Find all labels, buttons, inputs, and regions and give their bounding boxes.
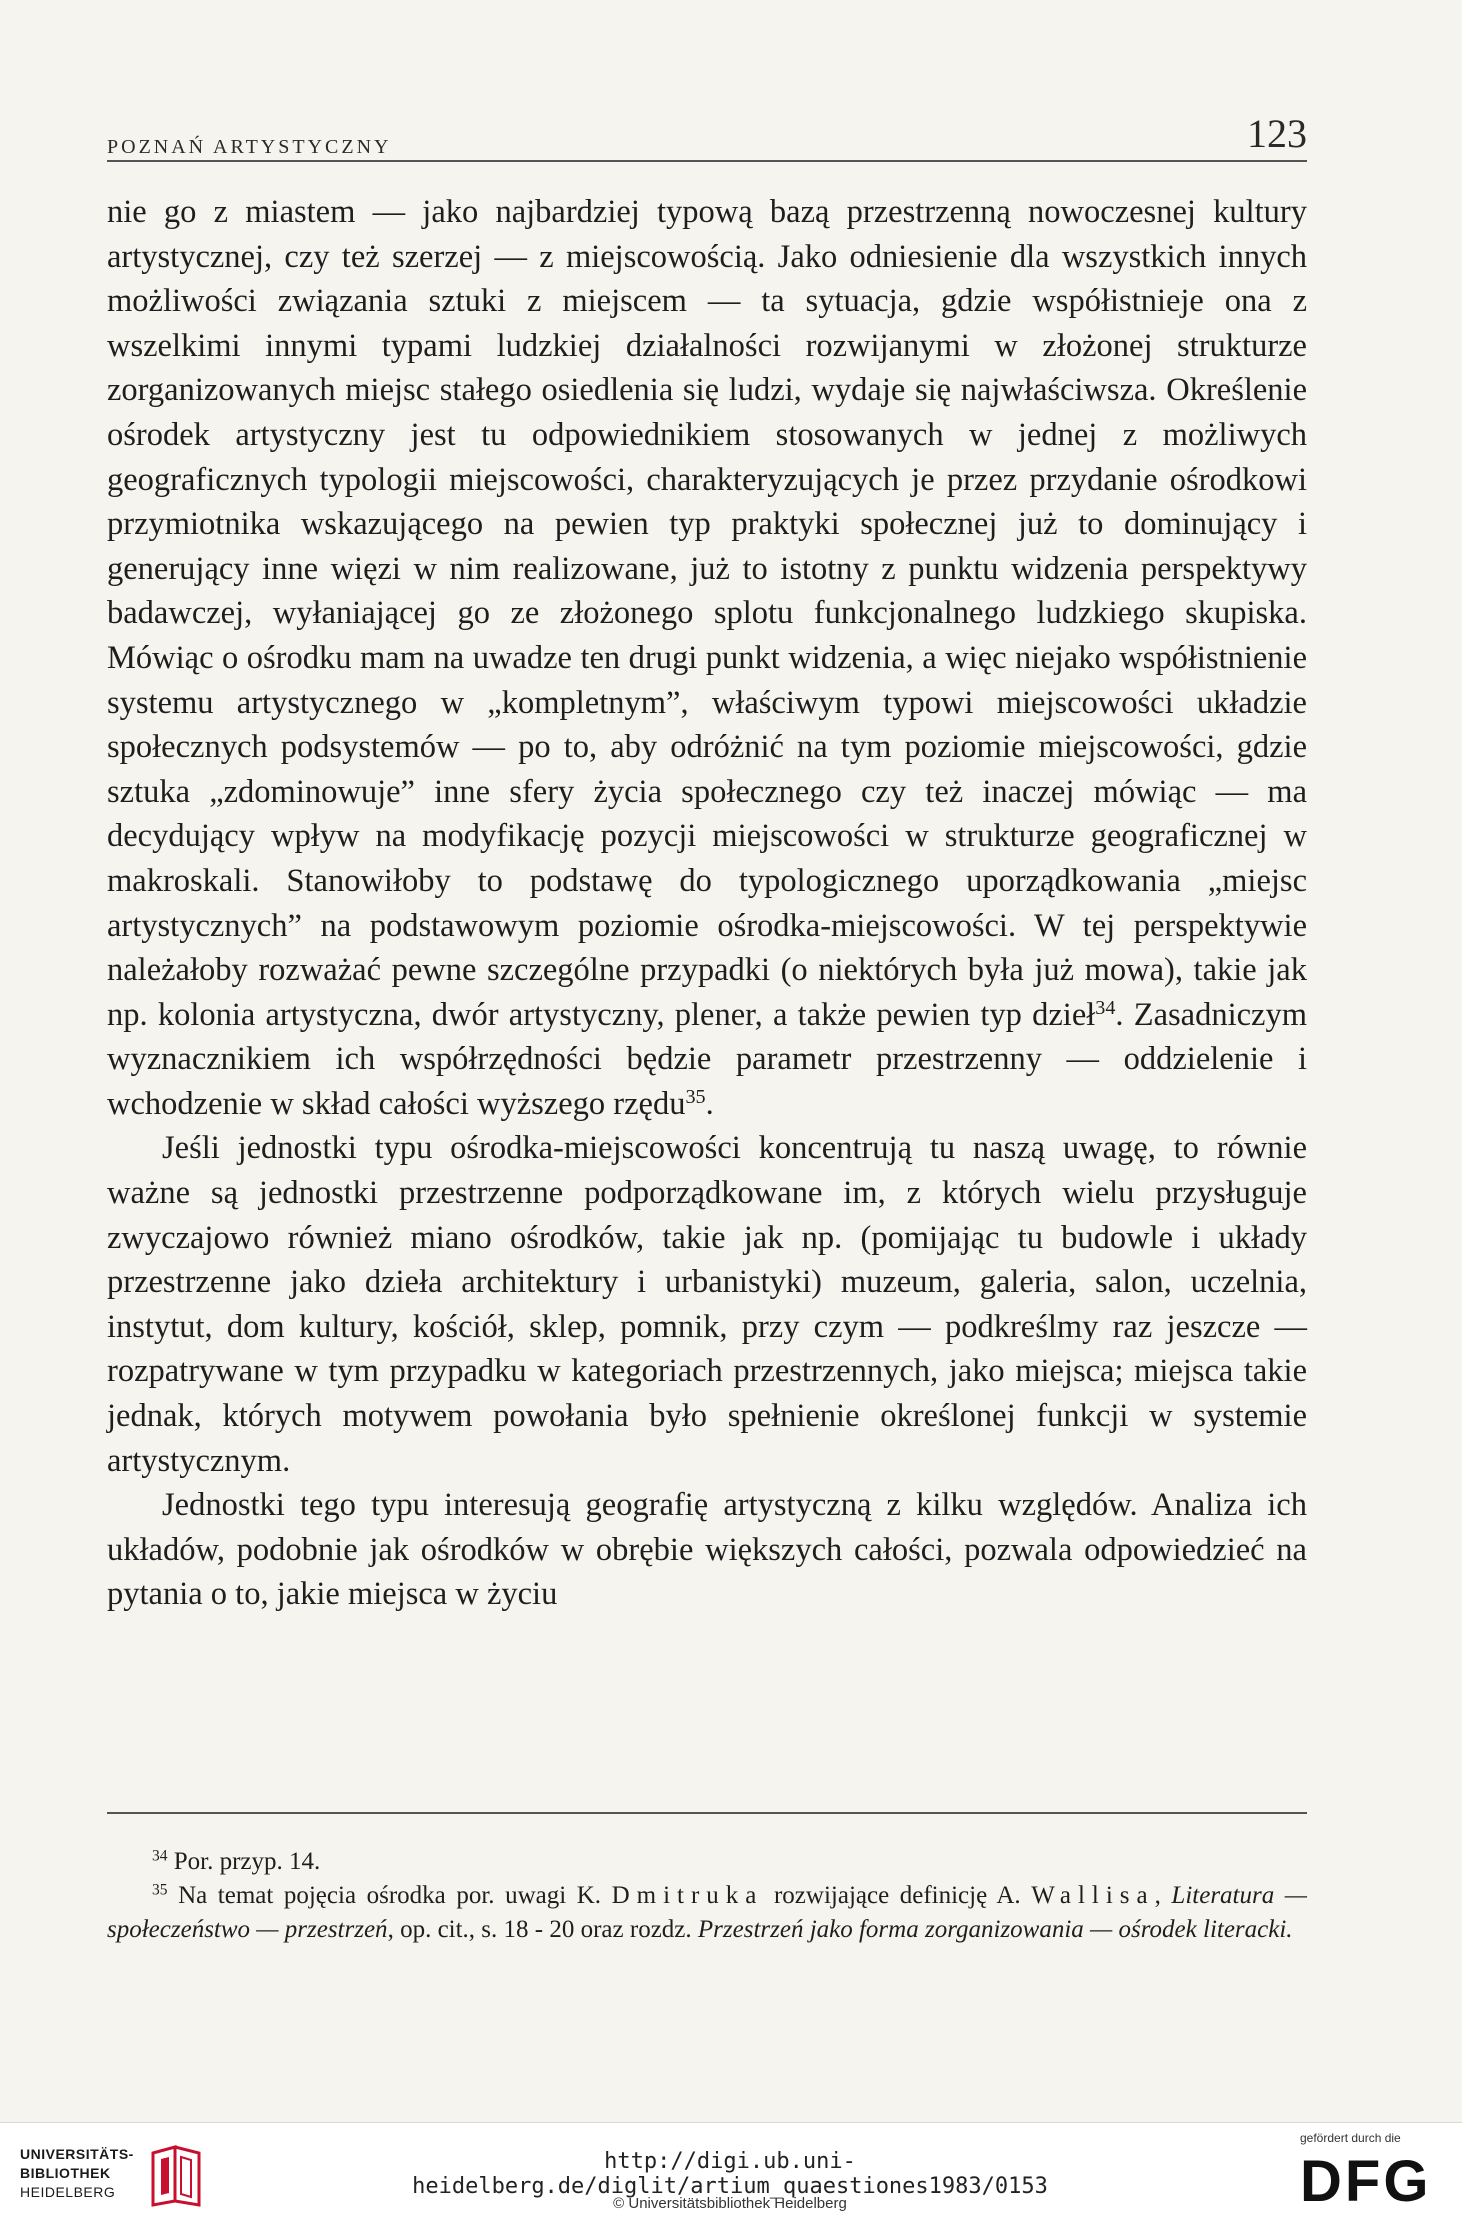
work-title: Literatura — społeczeństwo — przestrzeń: [107, 1882, 1308, 1943]
footnote-rule: [107, 1812, 1307, 1814]
footnote-ref-35[interactable]: 35: [685, 1085, 706, 1108]
footnote-text: Na temat pojęcia ośrodka por. uwagi K.: [178, 1882, 602, 1909]
paragraph: Jeśli jednostki typu ośrodka-miejscowości koncentrują tu naszą uwagę, to równie ważne są jednostki przestrzenne podporządkowane im, z których wielu przysługuje zwyczajowo również miano ośrodków, takie jak np. (pomijając tu budowle i układy przestrzenne jako dzieła architektury i urbanistyki) muzeum, galeria, salon, uczelnia, instytut, dom kultury, kościół, sklep, pomnik, przy czym — podkreślmy raz jeszcze — rozpatrywane w tym przypadku w kategoriach przestrzennych, jako miejsca; miejsca takie jednak, których motywem powołania było spełnienie określonej funkcji w systemie artystycznym.: [107, 1130, 1307, 1479]
paragraph: [107, 190, 1307, 1126]
library-name: [20, 2145, 134, 2202]
footnote-text: ,: [1154, 1882, 1161, 1909]
footnote-marker: 34: [152, 1847, 168, 1865]
library-book-icon: [147, 2145, 205, 2207]
permalink-url[interactable]: http://digi.ub.uni-heidelberg.de/diglit/artium_quaestiones1983/0153: [412, 2149, 1048, 2199]
footnote-text: Por. przyp. 14.: [173, 1848, 321, 1875]
dfg-wordmark: DFG: [1300, 2149, 1432, 2214]
paragraph-text: nie go z miastem — jako najbardziej typową bazą przestrzenną nowoczesnej kultury artystycznej, czy też szerzej — z miejscowością. Jako odniesienie dla wszystkich innych możliwości związania sztuki z miejscem — ta sytuacja, gdzie współistnieje ona z wszelkimi innymi typami ludzkiej działalności rozwijanymi w złożonej strukturze zorganizowanych miejsc stałego osiedlenia się ludzi, wydaje się najwłaściwsza. Określenie ośrodek artystyczny jest tu odpowiednikiem stosowanych w jednej z możliwych geograficznych typologii miejscowości, charakteryzujących je przez przydanie ośrodkowi przymiotnika wskazującego na pewien typ praktyki społecznej już to dominujący i generujący inne więzi w nim realizowane, już to istotny z punktu widzenia perspektywy badawczej, wyłaniającej go ze złożonego splotu funkcjonalnego ludzkiego skupiska. Mówiąc o ośrodku mam na uwadze ten drugi punkt widzenia, a więc niejako współistnienie systemu artystycznego w „kompletnym”, właściwym typowi miejscowości układzie społecznych podsystemów — po to, aby odróżnić na tym poziomie miejscowości, gdzie sztuka „zdominowuje” inne sfery życia społecznego czy też inaczej mówiąc — ma decydujący wpływ na modyfikację pozycji miejscowości w strukturze geograficznej w makroskali. Stanowiłoby to podstawę do typologicznego uporządkowania „miejsc artystycznych” na podstawowym poziomie ośrodka-miejscowości. W tej perspektywie należałoby rozważać pewne szczególne przypadki (o niektórych była już mowa), takie jak np. kolonia artystyczna, dwór artystyczny, plener, a także pewien typ dzieł: [107, 194, 1307, 1033]
library-name-line: UNIVERSITÄTS-: [20, 2146, 134, 2162]
footnote-marker: 35: [152, 1881, 168, 1899]
author-name: Wallisa: [1031, 1882, 1155, 1909]
library-name-line: BIBLIOTHEK: [20, 2165, 111, 2181]
work-title: Przestrzeń jako forma zorganizowania — ośrodek literacki.: [697, 1916, 1293, 1943]
paragraph-text: . Zasadniczym wyznacznikiem ich współrzędności będzie parametr przestrzenny — oddzielenie i wchodzenie w skład całości wyższego rzędu: [107, 996, 1307, 1122]
copyright-notice: © Universitätsbibliothek Heidelberg: [613, 2195, 847, 2212]
footnotes: [107, 1845, 1307, 1947]
paragraph: Jednostki tego typu interesują geografię artystyczną z kilku względów. Analiza ich układów, podobnie jak ośrodków w obrębie większych całości, pozwala odpowiedzieć na pytania o to, jakie miejsca w życiu: [107, 1487, 1307, 1613]
page-header: [107, 110, 1307, 160]
dfg-caption: gefördert durch die: [1300, 2131, 1401, 2145]
running-head: POZNAŃ ARTYSTYCZNY: [107, 136, 392, 158]
paragraph-text: .: [705, 1085, 714, 1122]
library-logo[interactable]: [20, 2145, 240, 2215]
header-rule: [107, 160, 1307, 162]
library-name-line: HEIDELBERG: [20, 2184, 116, 2200]
footnote-35: [107, 1879, 1307, 1947]
body-text: [107, 190, 1307, 1617]
footer-bar: [0, 2122, 1462, 2228]
footnote-text: rozwijające definicję A.: [773, 1882, 1021, 1909]
footnote-text: , op. cit., s. 18 - 20 oraz rozdz.: [387, 1916, 692, 1943]
page-number: 123: [1247, 111, 1307, 156]
footnote-ref-34[interactable]: 34: [1095, 996, 1116, 1019]
dfg-logo[interactable]: [1300, 2131, 1450, 2223]
author-name: Dmitruka: [611, 1882, 764, 1909]
footnote-34: [107, 1845, 1307, 1879]
